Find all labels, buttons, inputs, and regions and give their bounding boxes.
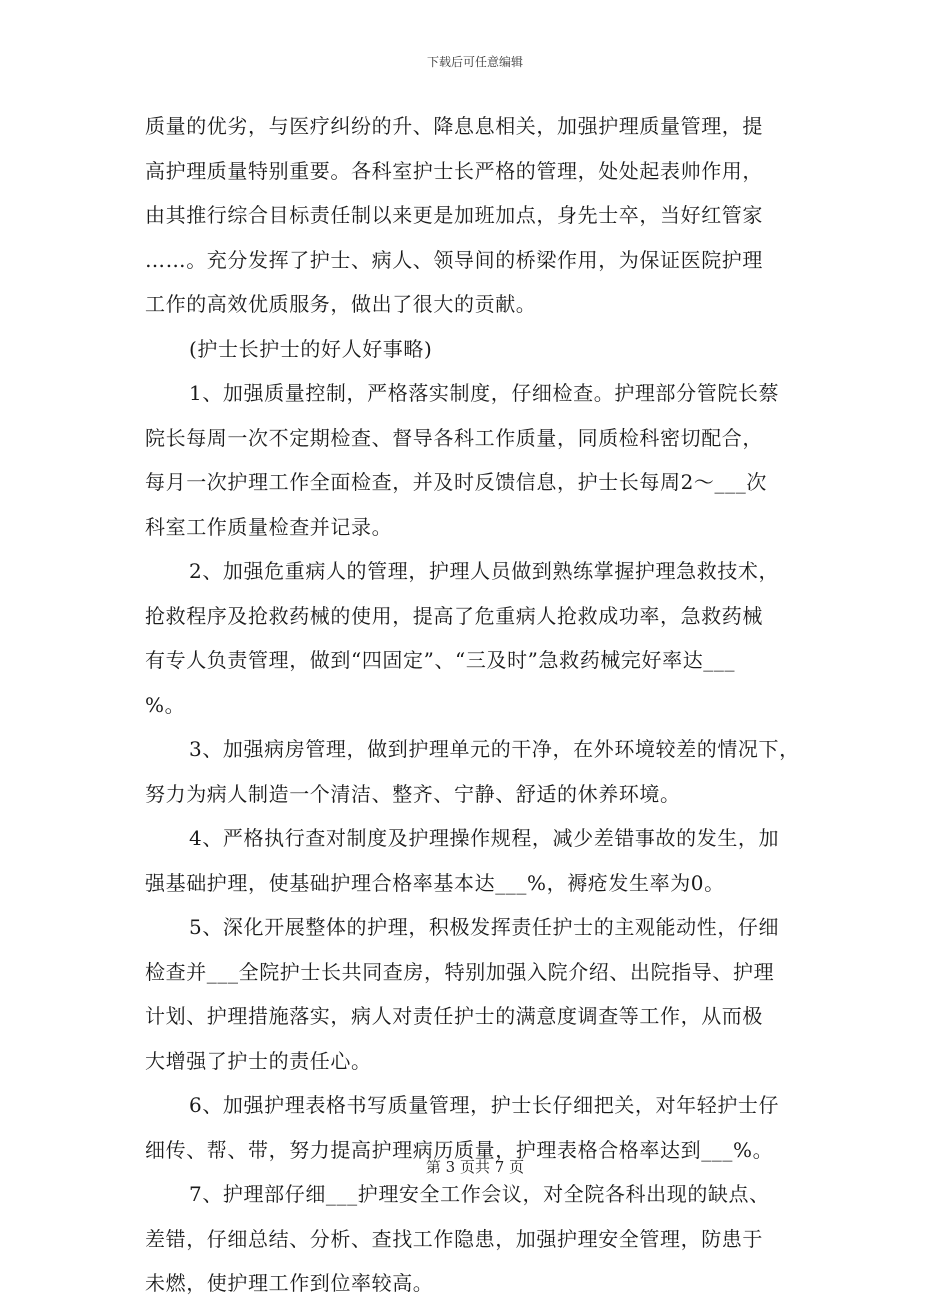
text-line: 1、加强质量控制，严格落实制度，仔细检查。护理部分管院长蔡 xyxy=(189,381,780,405)
text-line: 5、深化开展整体的护理，积极发挥责任护士的主观能动性，仔细 xyxy=(189,915,780,939)
text-line: 科室工作质量检查并记录。 xyxy=(145,514,393,539)
text-line: 6、加强护理表格书写质量管理，护士长仔细把关，对年轻护士仔 xyxy=(189,1093,780,1117)
text-line: 2、加强危重病人的管理，护理人员做到熟练掌握护理急救技术， xyxy=(189,559,780,583)
text-line: 强基础护理，使基础护理合格率基本达___%，褥疮发生率为0。 xyxy=(145,870,725,895)
text-line: 未燃，使护理工作到位率较高。 xyxy=(145,1271,434,1295)
page-footer: 第 3 页共 7 页 xyxy=(425,1158,525,1176)
text-line: 大增强了护士的责任心。 xyxy=(145,1048,372,1073)
text-line: 细传、帮、带，努力提高护理病历质量，护理表格合格率达到___%。 xyxy=(145,1137,774,1162)
text-line: 由其推行综合目标责任制以来更是加班加点，身先士卒，当好红管家 xyxy=(145,203,763,227)
text-line: 7、护理部仔细___护理安全工作会议，对全院各科出现的缺点、 xyxy=(189,1182,770,1206)
text-line: 高护理质量特别重要。各科室护士长严格的管理，处处起表帅作用， xyxy=(145,158,763,183)
text-line: 4、严格执行查对制度及护理操作规程，减少差错事故的发生，加 xyxy=(189,826,780,850)
text-line: 每月一次护理工作全面检查，并及时反馈信息，护士长每周2～___次 xyxy=(145,470,767,494)
text-line: 差错，仔细总结、分析、查找工作隐患，加强护理安全管理，防患于 xyxy=(145,1226,763,1251)
text-line: 抢救程序及抢救药械的使用，提高了危重病人抢救成功率，急救药械 xyxy=(145,603,763,628)
text-line: 院长每周一次不定期检查、督导各科工作质量，同质检科密切配合， xyxy=(145,425,763,450)
document-body xyxy=(145,104,805,1306)
text-line: %。 xyxy=(145,692,186,717)
text-line: 工作的高效优质服务，做出了很大的贡献。 xyxy=(145,292,537,316)
text-line: 检查并___全院护士长共同查房，特别加强入院介绍、出院指导、护理 xyxy=(145,959,775,984)
text-line: 努力为病人制造一个清洁、整齐、宁静、舒适的休养环境。 xyxy=(145,781,681,806)
text-line: 3、加强病房管理，做到护理单元的干净，在外环境较差的情况下， xyxy=(189,737,800,761)
text-line: (护士长护士的好人好事略) xyxy=(189,336,433,361)
text-line: ……。充分发挥了护士、病人、领导间的桥梁作用，为保证医院护理 xyxy=(145,247,763,272)
page-header: 下载后可任意编辑 xyxy=(426,55,523,69)
text-line: 质量的优劣，与医疗纠纷的升、降息息相关，加强护理质量管理，提 xyxy=(145,114,763,138)
text-line: 有专人负责管理，做到“四固定”、“三及时”急救药械完好率达___ xyxy=(145,648,736,672)
text-line: 计划、护理措施落实，病人对责任护士的满意度调查等工作，从而极 xyxy=(145,1004,763,1028)
